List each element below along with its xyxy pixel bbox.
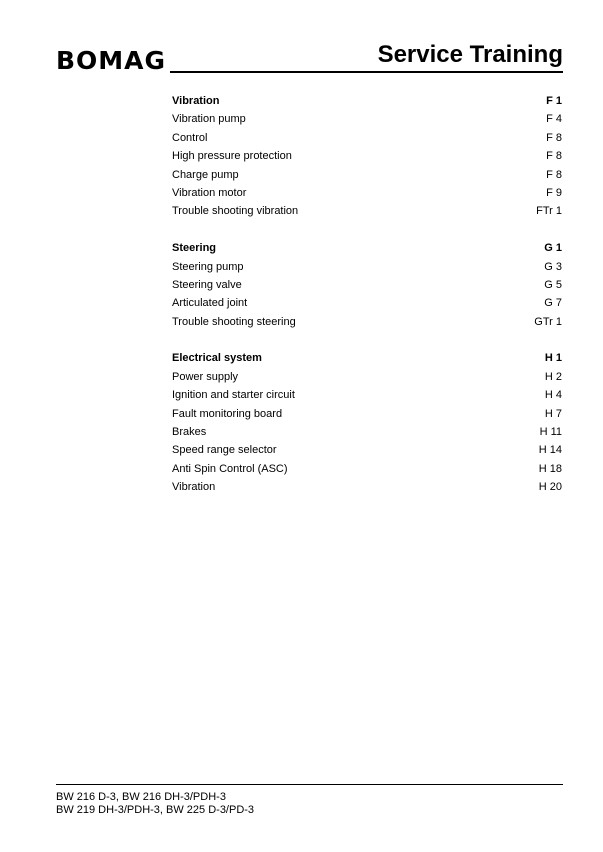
toc-entry-label: Vibration pump bbox=[172, 113, 246, 126]
bomag-logo: BOMAG bbox=[56, 46, 167, 75]
toc-entry-page: G 7 bbox=[544, 297, 562, 310]
toc-entry[interactable] bbox=[172, 294, 562, 312]
toc-heading-label: Steering bbox=[172, 242, 217, 255]
section-spacer bbox=[172, 331, 562, 349]
toc-entry-label: Steering valve bbox=[172, 278, 242, 291]
footer-divider bbox=[56, 784, 563, 785]
toc-section-vibration bbox=[172, 92, 562, 221]
toc-entry-page: H 18 bbox=[538, 462, 562, 475]
toc-entry-page: FTr 1 bbox=[536, 205, 562, 218]
toc-entry[interactable] bbox=[172, 166, 562, 184]
table-of-contents bbox=[172, 92, 562, 497]
toc-entry-label: High pressure protection bbox=[172, 150, 292, 163]
toc-heading-page: F 1 bbox=[546, 95, 562, 107]
toc-entry[interactable] bbox=[172, 423, 562, 441]
toc-entry[interactable] bbox=[172, 386, 562, 404]
header-divider bbox=[170, 71, 563, 73]
toc-entry-label: Power supply bbox=[172, 370, 239, 383]
toc-entry[interactable] bbox=[172, 441, 562, 459]
footer-models-line-2: BW 219 DH-3/PDH-3, BW 225 D-3/PD-3 bbox=[56, 804, 255, 816]
toc-section-electrical-system bbox=[172, 349, 562, 496]
toc-entry-page: G 3 bbox=[544, 260, 562, 273]
toc-entry[interactable] bbox=[172, 405, 562, 423]
toc-entry-label: Fault monitoring board bbox=[172, 407, 283, 420]
toc-entry-page: H 20 bbox=[538, 481, 562, 494]
toc-entry-page: H 14 bbox=[538, 444, 562, 457]
toc-entry[interactable] bbox=[172, 258, 562, 276]
toc-section-heading[interactable] bbox=[172, 239, 562, 257]
toc-entry-label: Ignition and starter circuit bbox=[172, 389, 295, 402]
toc-entry[interactable] bbox=[172, 276, 562, 294]
toc-entry-page: H 11 bbox=[539, 426, 562, 439]
toc-entry-page: H 2 bbox=[544, 370, 562, 383]
toc-entry-label: Anti Spin Control (ASC) bbox=[172, 462, 288, 475]
toc-entry-label: Vibration bbox=[172, 481, 216, 494]
toc-entry-page: H 4 bbox=[544, 389, 562, 402]
toc-entry-label: Trouble shooting steering bbox=[172, 315, 296, 328]
page-footer bbox=[56, 791, 254, 817]
section-spacer bbox=[172, 221, 562, 239]
toc-entry-label: Articulated joint bbox=[172, 297, 248, 310]
toc-entry[interactable] bbox=[172, 368, 562, 386]
toc-entry-page: G 5 bbox=[544, 278, 562, 291]
toc-entry[interactable] bbox=[172, 110, 562, 128]
toc-section-heading[interactable] bbox=[172, 92, 562, 110]
toc-entry-page: F 8 bbox=[546, 168, 562, 181]
footer-models-line-1: BW 216 D-3, BW 216 DH-3/PDH-3 bbox=[56, 791, 226, 803]
toc-entry[interactable] bbox=[172, 184, 562, 202]
page-header-title: Service Training bbox=[377, 41, 563, 68]
toc-heading-page: H 1 bbox=[544, 352, 562, 365]
toc-entry[interactable] bbox=[172, 202, 562, 220]
toc-entry-page: GTr 1 bbox=[534, 315, 562, 328]
toc-entry-label: Steering pump bbox=[172, 260, 244, 273]
toc-section-heading[interactable] bbox=[172, 349, 562, 367]
toc-entry-label: Control bbox=[172, 131, 208, 144]
toc-entry[interactable] bbox=[172, 147, 562, 165]
toc-entry-label: Speed range selector bbox=[172, 444, 277, 457]
toc-entry-label: Trouble shooting vibration bbox=[172, 205, 299, 218]
toc-entry-page: F 8 bbox=[546, 131, 562, 144]
toc-entry[interactable] bbox=[172, 478, 562, 496]
toc-entry[interactable] bbox=[172, 129, 562, 147]
toc-entry-page: F 9 bbox=[546, 186, 562, 199]
toc-entry-label: Vibration motor bbox=[172, 186, 247, 199]
toc-heading-label: Electrical system bbox=[172, 352, 262, 365]
toc-entry-label: Brakes bbox=[172, 426, 207, 439]
toc-heading-page: G 1 bbox=[544, 242, 562, 255]
toc-section-steering bbox=[172, 239, 562, 331]
toc-entry[interactable] bbox=[172, 313, 562, 331]
toc-entry-page: H 7 bbox=[544, 407, 562, 420]
toc-entry[interactable] bbox=[172, 460, 562, 478]
toc-entry-page: F 8 bbox=[546, 150, 562, 163]
toc-entry-label: Charge pump bbox=[172, 168, 239, 181]
toc-entry-page: F 4 bbox=[546, 113, 562, 126]
toc-heading-label: Vibration bbox=[172, 95, 220, 107]
